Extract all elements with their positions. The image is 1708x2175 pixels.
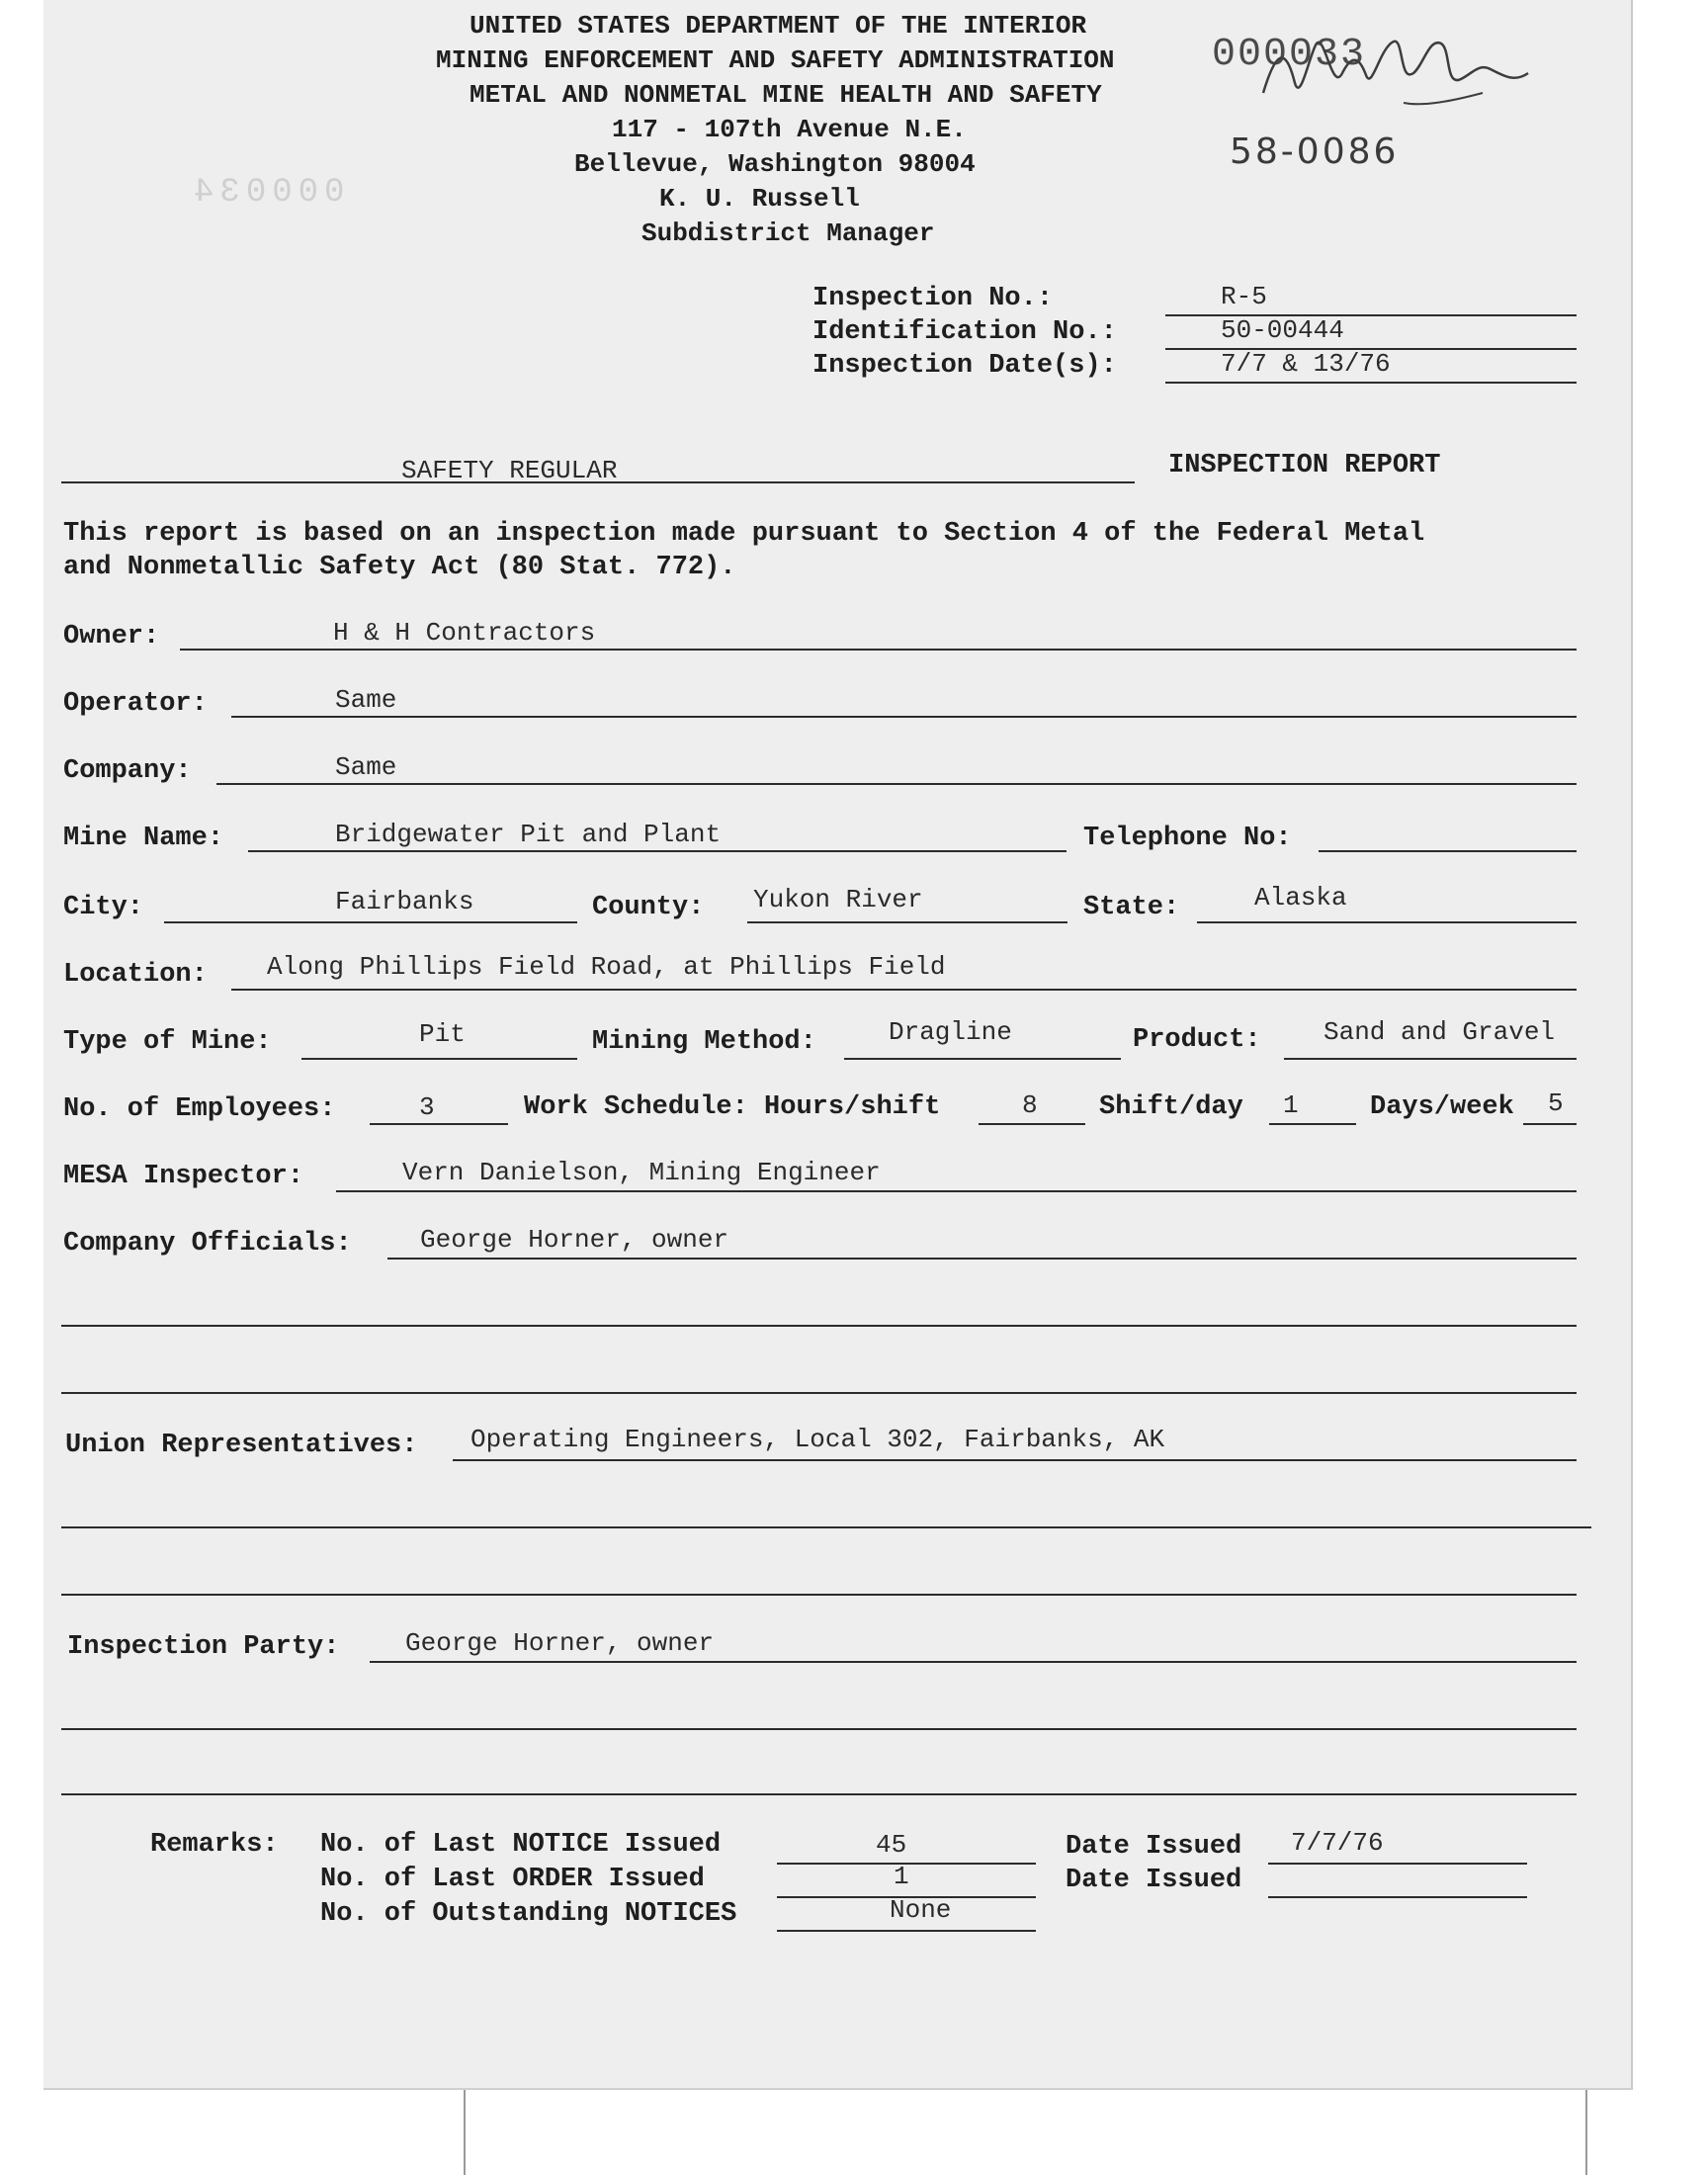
remarks-label: Remarks: [150,1830,279,1860]
days-week-label: Days/week [1370,1092,1514,1122]
location-value: Along Phillips Field Road, at Phillips Field [267,952,946,982]
inspection-party-label: Inspection Party: [67,1632,340,1662]
city-label: City: [63,893,144,922]
union-line-3 [61,1594,1577,1596]
product-line [1284,1058,1577,1060]
location-label: Location: [63,960,208,990]
city-value: Fairbanks [335,887,474,916]
faint-stamp: 000034 [188,174,345,212]
mining-method-label: Mining Method: [592,1027,816,1057]
days-per-week-value: 5 [1548,1088,1564,1118]
mining-method-value: Dragline [889,1017,1012,1047]
inspection-no-label: Inspection No.: [812,284,1054,313]
identification-no-label: Identification No.: [812,317,1117,347]
owner-label: Owner: [63,622,160,652]
company-officials-value: George Horner, owner [420,1225,729,1255]
handwritten-number: 58-0086 [1230,131,1400,172]
date-issued-label-2: Date Issued [1066,1866,1242,1895]
city-line [164,921,577,923]
shifts-per-day-line [1269,1123,1356,1125]
union-label: Union Representatives: [65,1431,418,1460]
date-issued-label-1: Date Issued [1066,1832,1242,1862]
county-label: County: [592,893,705,922]
last-order-value: 1 [894,1862,909,1891]
company-officials-line [387,1258,1577,1260]
type-of-mine-value: Pit [419,1019,466,1049]
last-notice-value: 45 [876,1830,907,1860]
company-label: Company: [63,756,192,786]
inspection-party-value: George Horner, owner [405,1628,715,1658]
owner-value: H & H Contractors [333,618,596,648]
employees-value: 3 [419,1092,435,1122]
mine-name-value: Bridgewater Pit and Plant [335,820,722,849]
header-line-6: K. U. Russell [659,184,860,214]
employees-line [370,1123,508,1125]
inspection-dates-value: 7/7 & 13/76 [1221,349,1391,379]
inspection-dates-label: Inspection Date(s): [812,351,1117,381]
inspection-party-line-2 [61,1728,1577,1730]
telephone-line [1319,850,1577,852]
mining-method-line [844,1058,1121,1060]
product-label: Product: [1133,1025,1261,1055]
outstanding-label: No. of Outstanding NOTICES [320,1899,737,1929]
company-officials-label: Company Officials: [63,1229,352,1259]
header-line-2: MINING ENFORCEMENT AND SAFETY ADMINISTRATION [436,45,1115,75]
mesa-inspector-line [336,1190,1577,1192]
intro-line-2: and Nonmetallic Safety Act (80 Stat. 772). [63,553,736,582]
stamp-number: 000033 [1212,33,1367,77]
county-line [747,921,1068,923]
document-page [43,0,1633,2090]
product-value: Sand and Gravel [1324,1017,1556,1047]
telephone-label: Telephone No: [1083,824,1292,853]
mine-name-line [248,850,1067,852]
header-line-3: METAL AND NONMETAL MINE HEALTH AND SAFETY [470,80,1102,110]
inspection-dates-line [1165,382,1577,384]
report-title: INSPECTION REPORT [1168,451,1441,480]
hours-per-shift-line [979,1123,1085,1125]
inspection-party-line [370,1661,1577,1663]
state-value: Alaska [1254,883,1347,913]
inspection-no-value: R-5 [1221,282,1267,311]
company-officials-line-2 [61,1325,1577,1327]
company-line [216,783,1577,785]
scan-edge-left [464,2090,466,2175]
shift-day-label: Shift/day [1099,1092,1243,1122]
type-of-mine-label: Type of Mine: [63,1027,272,1057]
date-issued-value-1: 7/7/76 [1291,1828,1384,1858]
work-schedule-label: Work Schedule: Hours/shift [524,1092,941,1122]
header-line-7: Subdistrict Manager [641,218,935,248]
date-issued-line-1 [1268,1863,1527,1865]
operator-label: Operator: [63,689,208,719]
outstanding-line [777,1930,1036,1932]
location-line [231,989,1577,991]
union-value: Operating Engineers, Local 302, Fairbanks, AK [470,1425,1165,1454]
operator-line [231,716,1577,718]
union-line-2 [61,1526,1591,1528]
mesa-inspector-label: MESA Inspector: [63,1162,304,1191]
company-value: Same [335,752,397,782]
header-line-5: Bellevue, Washington 98004 [574,149,976,179]
inspection-party-line-3 [61,1793,1577,1795]
last-notice-label: No. of Last NOTICE Issued [320,1830,722,1860]
employees-label: No. of Employees: [63,1094,336,1124]
scan-edge-right [1585,2090,1587,2175]
header-line-1: UNITED STATES DEPARTMENT OF THE INTERIOR [470,11,1087,41]
company-officials-line-3 [61,1392,1577,1394]
days-per-week-line [1523,1123,1577,1125]
mesa-inspector-value: Vern Danielson, Mining Engineer [402,1158,881,1187]
owner-line [180,649,1577,651]
county-value: Yukon River [753,885,923,914]
mine-name-label: Mine Name: [63,824,224,853]
union-line [453,1459,1577,1461]
last-order-label: No. of Last ORDER Issued [320,1865,705,1894]
handwritten-signature [1255,14,1552,123]
date-issued-line-2 [1268,1896,1527,1898]
identification-no-value: 50-00444 [1221,315,1344,345]
state-line [1197,921,1577,923]
intro-line-1: This report is based on an inspection made pursuant to Section 4 of the Federal Metal [63,519,1425,549]
operator-value: Same [335,685,397,715]
report-type: SAFETY REGULAR [401,456,618,485]
hours-per-shift-value: 8 [1022,1090,1038,1120]
type-of-mine-line [301,1058,577,1060]
shifts-per-day-value: 1 [1283,1090,1299,1120]
header-line-4: 117 - 107th Avenue N.E. [612,115,967,144]
state-label: State: [1083,893,1180,922]
outstanding-value: None [890,1895,952,1925]
